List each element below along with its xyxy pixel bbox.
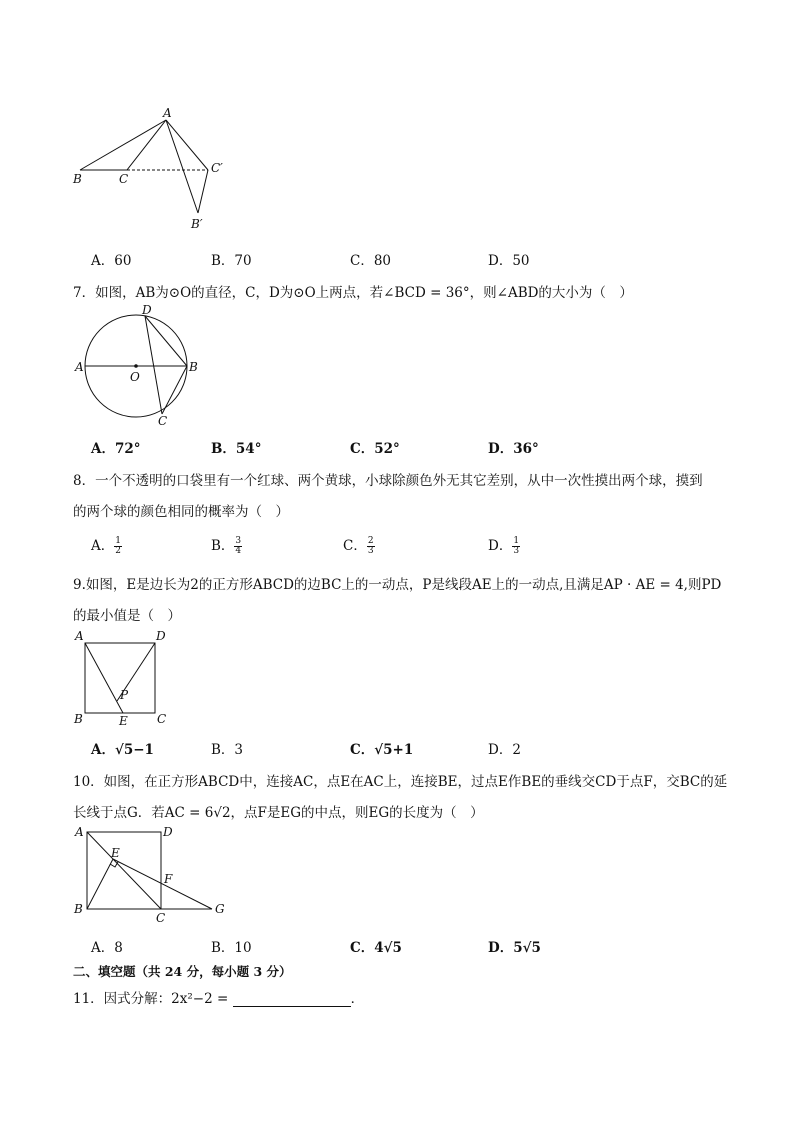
q8-option-a-den: 2 [115, 546, 121, 556]
q8-option-a-num: 1 [115, 536, 121, 546]
q9-option-a: A．√5−1 [91, 742, 154, 758]
q6-label-C: C [119, 172, 129, 186]
q8-option-c-letter: C． [343, 538, 367, 554]
q10-question-line2: 长线于点G．若AC = 6√2，点F是EG的中点，则EG的长度为（ ） [73, 805, 484, 821]
q10-label-B: B [74, 902, 83, 916]
q10-label-F: F [164, 872, 173, 886]
q10-label-G: G [215, 902, 225, 916]
q7-label-A: A [75, 360, 84, 374]
q8-option-a-fraction [114, 537, 122, 556]
q10-label-E: E [111, 846, 120, 860]
q8-option-d-num: 1 [513, 536, 520, 546]
q8-option-a-letter: A． [91, 538, 115, 554]
q8-option-b-letter: B． [211, 538, 235, 554]
q6-option-a: A．60 [91, 253, 132, 269]
q8-question-line1: 8．一个不透明的口袋里有一个红球、两个黄球，小球除颜色外无其它差别，从中一次性摸出两个球，摸到 [73, 473, 703, 489]
q8-option-d-fraction [512, 537, 520, 556]
q8-option-a [91, 534, 122, 556]
q10-option-c: C．4√5 [350, 940, 402, 956]
q6-label-Bp: B′ [191, 217, 203, 231]
q9-figure [70, 625, 180, 730]
q6-label-A: A [163, 106, 172, 120]
q8-option-d [488, 534, 520, 556]
q8-option-b-den: 4 [235, 546, 242, 556]
q9-option-c: C．√5+1 [350, 742, 414, 758]
q7-label-O: O [130, 370, 140, 384]
q9-label-D: D [156, 629, 166, 643]
q7-label-B: B [189, 360, 198, 374]
q7-option-c: C．52° [350, 441, 400, 457]
q7-option-b: B．54° [211, 441, 262, 457]
q10-question-line1: 10．如图，在正方形ABCD中，连接AC，点E在AC上，连接BE，过点E作BE的垂线交CD于点F，交BC的延 [73, 774, 728, 790]
q10-option-d: D．5√5 [488, 940, 541, 956]
q9-label-P: P [120, 688, 129, 702]
section-2-title: 二、填空题（共 24 分，每小题 3 分） [73, 964, 292, 979]
q6-option-d: D．50 [488, 253, 530, 269]
q8-option-b-fraction [234, 537, 242, 556]
q10-figure [70, 822, 235, 922]
q11-question [73, 987, 364, 1007]
q11-end: ． [350, 991, 365, 1007]
q10-label-A: A [75, 825, 84, 839]
q9-label-E: E [119, 714, 128, 728]
q7-figure [70, 303, 210, 428]
q10-label-D: D [163, 825, 173, 839]
q9-question-line2: 的最小值是（ ） [73, 608, 181, 624]
q9-question-line1: 9.如图，E是边长为2的正方形ABCD的边BC上的一动点，P是线段AE上的一动点,且满足AP · AE = 4,则PD [73, 577, 722, 593]
q7-label-D: D [142, 303, 152, 317]
q8-question-line2: 的两个球的颜色相同的概率为（ ） [73, 504, 289, 520]
q8-option-c-den: 3 [367, 546, 374, 556]
q6-option-c: C．80 [350, 253, 392, 269]
q7-option-a: A．72° [91, 441, 141, 457]
q10-label-C: C [156, 911, 166, 922]
q6-option-b: B．70 [211, 253, 252, 269]
q9-label-C: C [157, 712, 167, 726]
q9-option-d: D．2 [488, 742, 521, 758]
q9-label-A: A [75, 629, 84, 643]
q6-figure [70, 100, 240, 235]
q11-text: 11．因式分解：2x²−2 = [73, 991, 229, 1007]
q8-option-b [211, 534, 242, 556]
q8-option-b-num: 3 [235, 536, 242, 546]
q11-answer-blank[interactable] [233, 992, 351, 1007]
q9-label-B: B [74, 712, 83, 726]
q6-label-Cp: C′ [211, 161, 223, 175]
q10-option-a: A．8 [91, 940, 123, 956]
q10-option-b: B．10 [211, 940, 252, 956]
q7-question: 7．如图，AB为⊙O的直径，C，D为⊙O上两点，若∠BCD = 36°，则∠ABD的大小为（ ） [73, 285, 633, 301]
q6-label-B: B [73, 172, 82, 186]
q8-option-c [343, 534, 375, 556]
q7-option-d: D．36° [488, 441, 539, 457]
q8-option-c-num: 2 [367, 536, 374, 546]
q9-option-b: B．3 [211, 742, 244, 758]
q7-label-C: C [158, 414, 168, 428]
q8-option-d-den: 3 [513, 546, 520, 556]
q8-option-c-fraction [367, 537, 375, 556]
q8-option-d-letter: D． [488, 538, 513, 554]
